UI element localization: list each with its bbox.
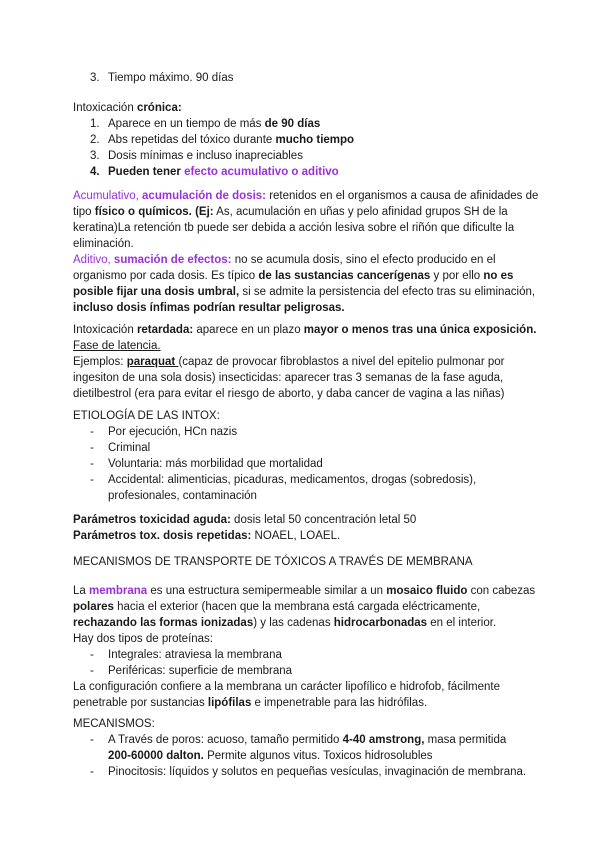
list-number: 3. xyxy=(90,72,100,84)
list-item-text: Tiempo máximo. 90 días xyxy=(108,72,234,84)
list-item: 2. Abs repetidas del tóxico durante mucho tiempo xyxy=(90,134,355,147)
list-item: - Voluntaria: más morbilidad que mortalidad xyxy=(90,458,323,471)
list-item: 1. Aparece en un tiempo de más de 90 días xyxy=(90,118,321,130)
list-item: - Pinocitosis: líquidos y solutos en pequeñas vesículas, invaginación de membrana. xyxy=(90,766,527,779)
proteinas-list xyxy=(90,647,530,679)
configuracion-paragraph: La configuración confiere a la membrana un carácter lipofílico e hidrofob, fácilmente penetrable por sustancias lipófilas e impenetrable para las hidrófilas. xyxy=(73,681,501,710)
mecanismos-transporte-heading: MECANISMOS DE TRANSPORTE DE TÓXICOS A TRAVÉS DE MEMBRANA xyxy=(73,556,473,568)
cronica-list xyxy=(90,116,530,180)
etiologia-list xyxy=(90,424,530,504)
retardada-paragraph: Intoxicación retardada: aparece en un plazo mayor o menos tras una única exposición. Fase de latencia. Ejemplos: paraquat (capaz de provocar fibroblastos a nivel del epitelio pulmonar por ingesiton de una sola dosis) insecticidas: aparecer tras 3 semanas de la fase aguda, dietilbestrol (era para evitar el riesgo de aborto, y daba cancer de vagina a las niñas) xyxy=(73,324,537,401)
list-item: - A Través de poros: acuoso, tamaño permitido 4-40 amstrong, masa permitida xyxy=(90,734,507,746)
list-item xyxy=(90,70,530,86)
parametros-block: Parámetros toxicidad aguda: dosis letal 50 concentración letal 50 Parámetros tox. dosis repetidas: NOAEL, LOAEL. xyxy=(73,514,417,543)
list-item: - Criminal xyxy=(90,442,151,455)
mecanismos-list xyxy=(90,732,530,780)
list-item-continuation: profesionales, contaminación xyxy=(108,490,257,503)
list-item: - Periféricas: superficie de membrana xyxy=(90,665,293,678)
cronica-heading: Intoxicación crónica: xyxy=(73,102,182,114)
acumulativo-paragraph: Acumulativo, acumulación de dosis: retenidos en el organismos a causa de afinidades de tipo físico o químicos. (Ej: As, acumulación en uñas y pelo afinidad grupos SH de la keratina)La retención tb puede ser debida a acción lesiva sobre el riñón que dificulte la eliminación. xyxy=(73,190,539,251)
membrana-paragraph: La membrana es una estructura semipermeable similar a un mosaico fluido con cabezas polares hacia el exterior (hacen que la membrana está cargada eléctricamente, rechazando las formas ionizadas) y las cadenas hidrocarbonadas en el interior. Hay dos tipos de proteínas: xyxy=(73,585,536,646)
list-top xyxy=(90,70,530,86)
list-item-continuation: 200-60000 dalton. Permite algunos vitus. Toxicos hidrosolubles xyxy=(108,750,433,763)
list-item: - Integrales: atraviesa la membrana xyxy=(90,649,282,661)
list-item: - Accidental: alimenticias, picaduras, medicamentos, drogas (sobredosis), xyxy=(90,474,477,487)
list-item: - Por ejecución, HCn nazis xyxy=(90,426,238,438)
etiologia-heading: ETIOLOGÍA DE LAS INTOX: xyxy=(73,410,220,422)
mecanismos-heading: MECANISMOS: xyxy=(73,718,155,730)
aditivo-paragraph: Aditivo, sumación de efectos: no se acumula dosis, sino el efecto producido en el organismo por cada dosis. Es típico de las sustancias cancerígenas y por ello no es posible fijar una dosis umbral, si se admite la persistencia del efecto tras su eliminación, incluso dosis ínfimas podrían resultar peligrosas. xyxy=(73,254,536,315)
list-item: 3. Dosis mínimas e incluso inapreciables xyxy=(90,150,303,163)
list-item: 4. Pueden tener efecto acumulativo o aditivo xyxy=(90,166,339,179)
